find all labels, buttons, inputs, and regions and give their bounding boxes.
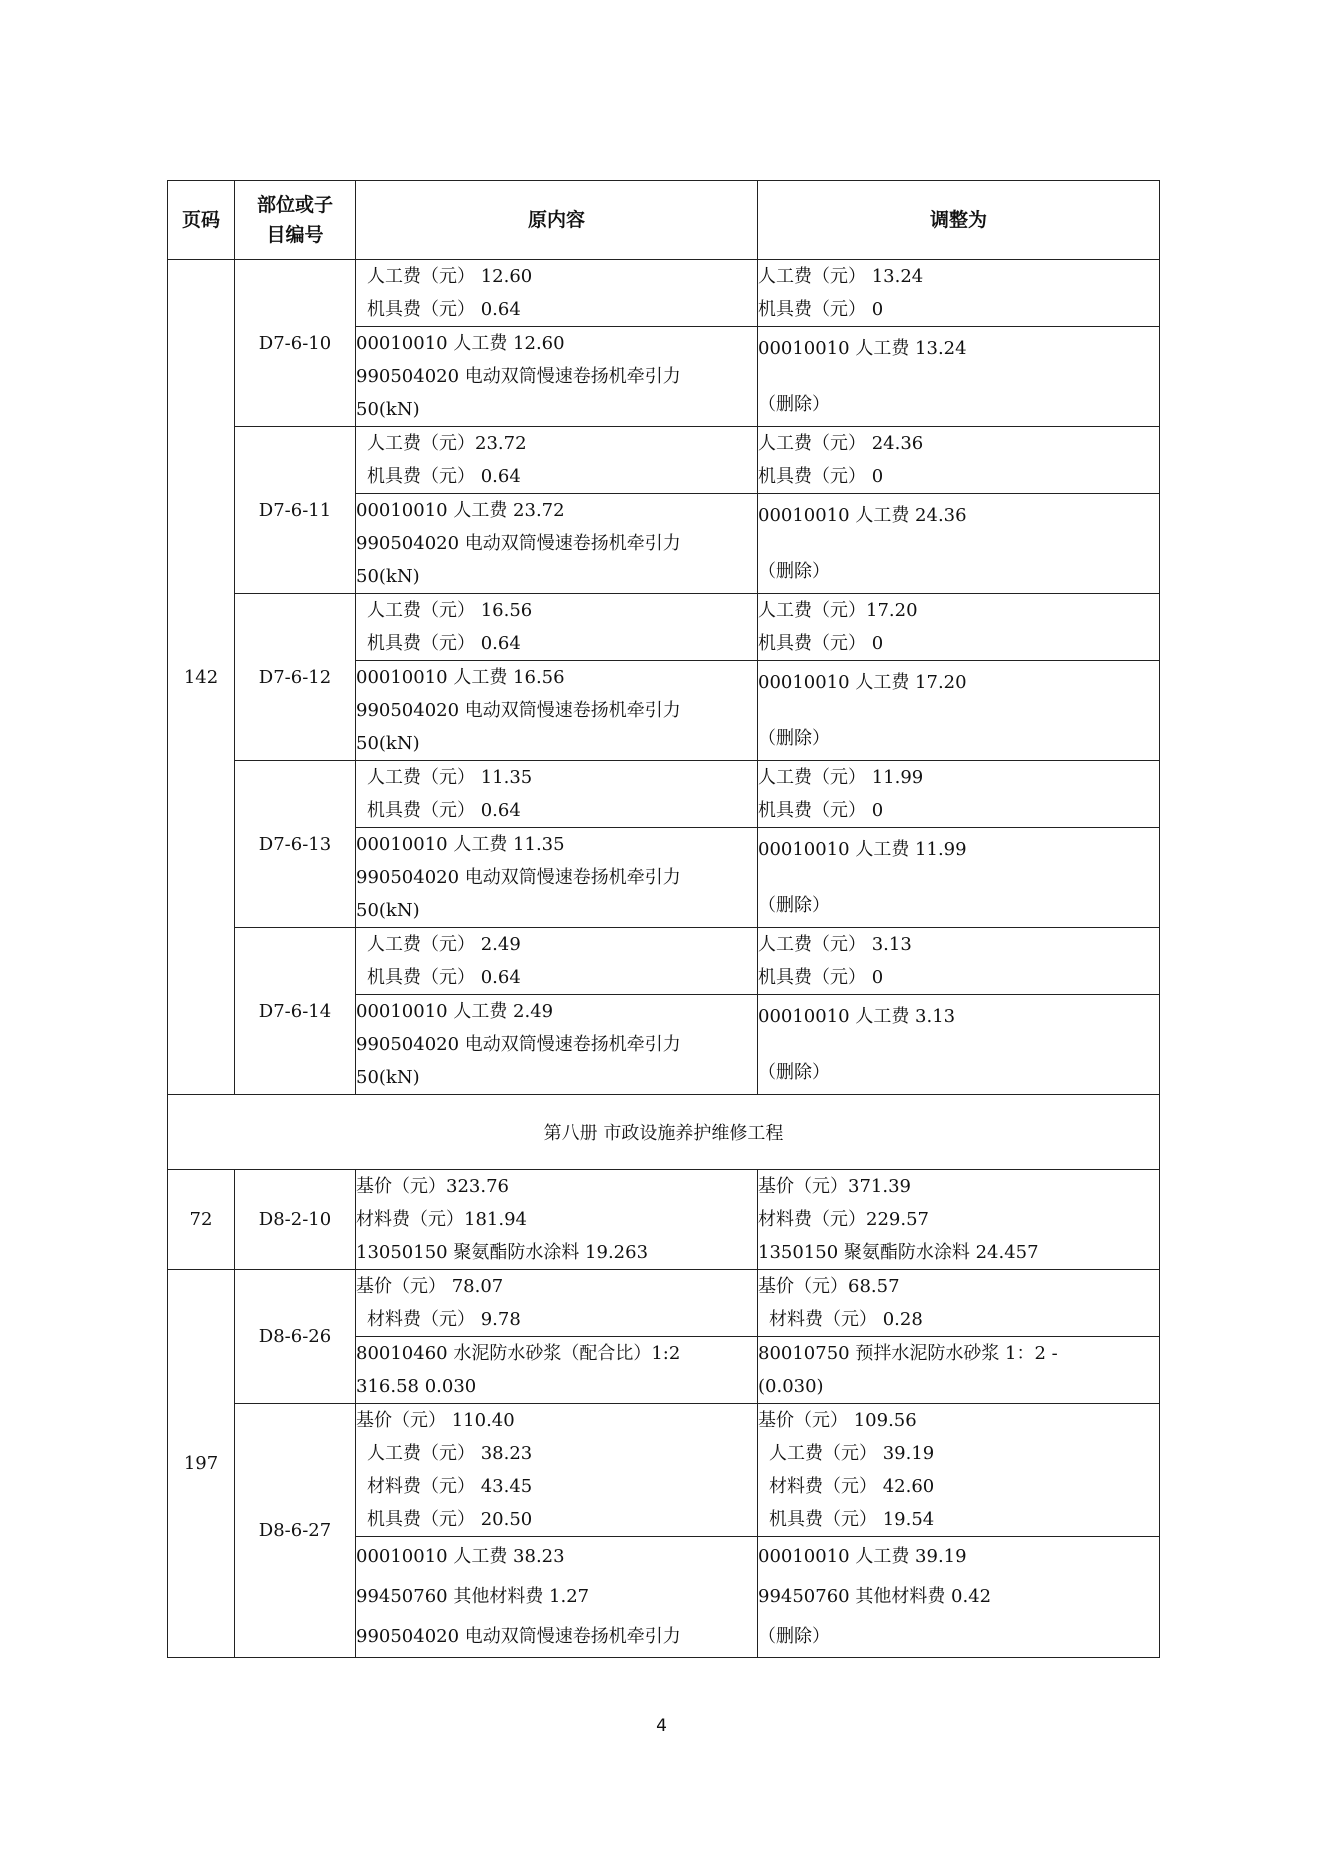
item-code: D7-6-10	[235, 260, 356, 427]
original-summary	[356, 427, 758, 494]
cell-line: 990504020 电动双筒慢速卷扬机牵引力	[356, 867, 681, 888]
cell-line: （删除）	[758, 1626, 830, 1647]
table-header-row	[168, 181, 1160, 260]
cell-line: 人工费（元） 3.13	[758, 934, 912, 955]
original-detail	[356, 327, 758, 427]
cell-line: 机具费（元） 0	[758, 466, 884, 487]
adjusted-detail	[758, 828, 1160, 928]
cell-line: 机具费（元） 0.64	[367, 633, 521, 654]
adjusted-detail	[758, 1337, 1160, 1404]
cell-line: 50(kN)	[356, 1067, 420, 1088]
cell-line: 人工费（元）17.20	[758, 600, 918, 621]
cell-line: 人工费（元） 12.60	[367, 266, 533, 287]
cell-line: 人工费（元） 11.99	[758, 767, 924, 788]
cell-line: 机具费（元） 0.64	[367, 466, 521, 487]
cell-line: 50(kN)	[356, 900, 420, 921]
cell-line: 990504020 电动双筒慢速卷扬机牵引力	[356, 1034, 681, 1055]
page-cell: 72	[168, 1170, 235, 1270]
adjusted-summary	[758, 761, 1160, 828]
cell-line: 80010460 水泥防水砂浆（配合比）1:2	[356, 1343, 681, 1364]
cell-line: 人工费（元） 24.36	[758, 433, 924, 454]
header-code	[235, 181, 356, 260]
cell-line: 基价（元） 110.40	[356, 1410, 515, 1431]
original-summary	[356, 1270, 758, 1337]
adjusted-detail	[758, 995, 1160, 1095]
item-code: D8-6-27	[235, 1404, 356, 1658]
cell-line: (0.030)	[758, 1376, 824, 1397]
cell-line: 00010010 人工费 23.72	[356, 500, 565, 521]
table-row	[168, 260, 1160, 327]
adjusted-summary	[758, 594, 1160, 661]
cell-line: 机具费（元） 19.54	[769, 1509, 935, 1530]
original-detail	[356, 995, 758, 1095]
adjusted-summary	[758, 928, 1160, 995]
cell-line: 13050150 聚氨酯防水涂料 19.263	[356, 1242, 649, 1263]
item-code: D8-6-26	[235, 1270, 356, 1404]
item-code: D8-2-10	[235, 1170, 356, 1270]
cell-line: 机具费（元） 0.64	[367, 800, 521, 821]
item-code: D7-6-12	[235, 594, 356, 761]
cell-line: 材料费（元）181.94	[356, 1209, 527, 1230]
header-adjusted: 调整为	[758, 181, 1160, 260]
original-summary	[356, 761, 758, 828]
original-detail	[356, 661, 758, 761]
cell-line: 基价（元） 109.56	[758, 1410, 917, 1431]
item-code: D7-6-11	[235, 427, 356, 594]
cell-line: 00010010 人工费 11.99	[758, 839, 967, 860]
cell-line: 990504020 电动双筒慢速卷扬机牵引力	[356, 533, 681, 554]
cell-line: 00010010 人工费 16.56	[356, 667, 565, 688]
cell-line: 00010010 人工费 2.49	[356, 1001, 554, 1022]
adjusted-detail	[758, 661, 1160, 761]
cell-line: 材料费（元） 0.28	[769, 1309, 923, 1330]
original-summary	[356, 928, 758, 995]
cell-line: （删除）	[758, 728, 830, 749]
cell-line: 机具费（元） 0.64	[367, 299, 521, 320]
cell-line: 材料费（元） 42.60	[769, 1476, 935, 1497]
cell-line: 机具费（元） 0	[758, 299, 884, 320]
cell-line: （删除）	[758, 561, 830, 582]
section-title: 第八册 市政设施养护维修工程	[168, 1095, 1160, 1170]
cell-line: 机具费（元） 20.50	[367, 1509, 533, 1530]
cell-line: 人工费（元） 38.23	[367, 1443, 533, 1464]
cell-line: 人工费（元） 11.35	[367, 767, 533, 788]
cell-line: 00010010 人工费 17.20	[758, 672, 967, 693]
adjusted-summary	[758, 1270, 1160, 1337]
original-detail	[356, 494, 758, 594]
cell-line: 机具费（元） 0	[758, 967, 884, 988]
cell-line: 机具费（元） 0	[758, 633, 884, 654]
cell-line: 99450760 其他材料费 0.42	[758, 1586, 992, 1607]
cell-line: （删除）	[758, 394, 830, 415]
original-detail	[356, 1337, 758, 1404]
adjustment-table	[167, 180, 1160, 1658]
header-page: 页码	[168, 181, 235, 260]
cell-line: 机具费（元） 0.64	[367, 967, 521, 988]
table-row	[168, 928, 1160, 995]
cell-line: 1350150 聚氨酯防水涂料 24.457	[758, 1242, 1039, 1263]
table-row	[168, 761, 1160, 828]
cell-line: 人工费（元） 13.24	[758, 266, 924, 287]
cell-line: 50(kN)	[356, 399, 420, 420]
adjusted-summary	[758, 427, 1160, 494]
cell-line: 316.58 0.030	[356, 1376, 477, 1397]
cell-line: 00010010 人工费 13.24	[758, 338, 967, 359]
cell-line: 人工费（元） 16.56	[367, 600, 533, 621]
original-summary	[356, 1404, 758, 1537]
cell-line: 50(kN)	[356, 566, 420, 587]
cell-line: 80010750 预拌水泥防水砂浆 1：2 -	[758, 1343, 1058, 1364]
adjusted-summary	[758, 260, 1160, 327]
original-detail	[356, 1537, 758, 1658]
cell-line: 人工费（元） 39.19	[769, 1443, 935, 1464]
header-code-line2: 目编号	[266, 224, 324, 246]
table-row	[168, 1404, 1160, 1537]
page-cell: 197	[168, 1270, 235, 1658]
cell-line: 材料费（元） 9.78	[367, 1309, 521, 1330]
cell-line: 50(kN)	[356, 733, 420, 754]
cell-line: 00010010 人工费 38.23	[356, 1546, 565, 1567]
item-code: D7-6-13	[235, 761, 356, 928]
cell-line: 00010010 人工费 24.36	[758, 505, 967, 526]
cell-line: 99450760 其他材料费 1.27	[356, 1586, 590, 1607]
table-row	[168, 1170, 1160, 1270]
page-number: 4	[656, 1716, 667, 1736]
cell-line: 00010010 人工费 12.60	[356, 333, 565, 354]
cell-line: 990504020 电动双筒慢速卷扬机牵引力	[356, 1626, 681, 1647]
adjusted-detail	[758, 327, 1160, 427]
cell-line: 人工费（元） 2.49	[367, 934, 521, 955]
cell-line: 00010010 人工费 3.13	[758, 1006, 956, 1027]
item-code: D7-6-14	[235, 928, 356, 1095]
cell-line: 990504020 电动双筒慢速卷扬机牵引力	[356, 700, 681, 721]
table-row	[168, 594, 1160, 661]
cell-line: （删除）	[758, 1062, 830, 1083]
cell-line: 基价（元）323.76	[356, 1176, 509, 1197]
original-detail	[356, 828, 758, 928]
cell-line: 990504020 电动双筒慢速卷扬机牵引力	[356, 366, 681, 387]
original-summary	[356, 594, 758, 661]
header-code-line1: 部位或子	[256, 194, 333, 216]
cell-line: 人工费（元）23.72	[367, 433, 527, 454]
section-row	[168, 1095, 1160, 1170]
cell-line: 00010010 人工费 11.35	[356, 834, 565, 855]
header-original: 原内容	[356, 181, 758, 260]
cell-line: 00010010 人工费 39.19	[758, 1546, 967, 1567]
adjusted-content	[758, 1170, 1160, 1270]
original-summary	[356, 260, 758, 327]
table-row	[168, 427, 1160, 494]
cell-line: 基价（元）371.39	[758, 1176, 911, 1197]
adjusted-summary	[758, 1404, 1160, 1537]
adjusted-detail	[758, 1537, 1160, 1658]
cell-line: 材料费（元） 43.45	[367, 1476, 533, 1497]
page-cell: 142	[168, 260, 235, 1095]
cell-line: （删除）	[758, 895, 830, 916]
adjusted-detail	[758, 494, 1160, 594]
original-content	[356, 1170, 758, 1270]
cell-line: 基价（元）68.57	[758, 1276, 900, 1297]
cell-line: 材料费（元）229.57	[758, 1209, 929, 1230]
table-row	[168, 1270, 1160, 1337]
cell-line: 机具费（元） 0	[758, 800, 884, 821]
cell-line: 基价（元） 78.07	[356, 1276, 504, 1297]
